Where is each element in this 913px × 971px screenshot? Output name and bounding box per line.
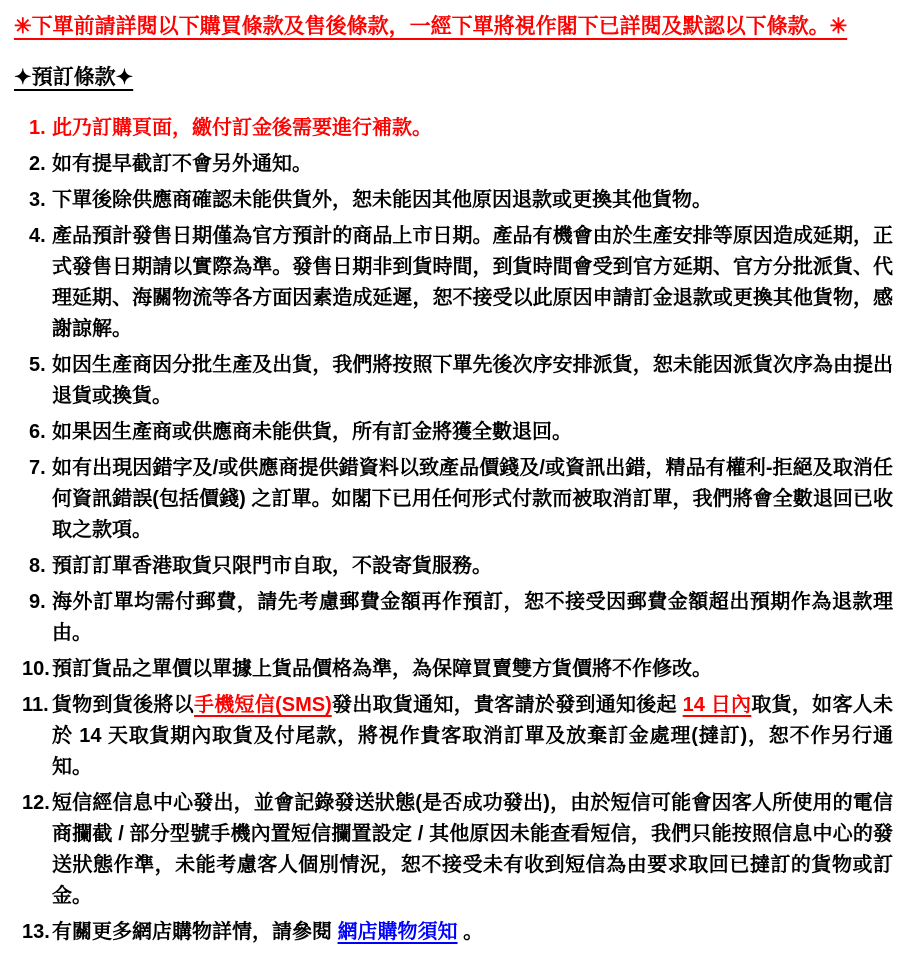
- term-text: [52, 221, 893, 345]
- term-segment: 如有提早截訂不會另外通知。: [52, 153, 312, 175]
- term-item: [14, 417, 893, 448]
- term-item: [14, 185, 893, 216]
- warning-header: ✳下單前請詳閱以下購買條款及售後條款，一經下單將視作閣下已詳閱及默認以下條款。✳: [14, 15, 848, 38]
- term-text: [52, 149, 893, 180]
- term-number: 11.: [22, 694, 49, 716]
- term-item: [14, 917, 893, 948]
- term-number: 2.: [29, 153, 46, 175]
- term-item: [14, 350, 893, 412]
- term-number: 5.: [29, 354, 46, 376]
- term-segment: 發出取貨通知，貴客請於發到通知後起: [331, 694, 683, 716]
- term-number: 3.: [29, 189, 46, 211]
- term-segment: 取貨，如客人未於 14 天取貨期內取貨及付尾款，將視作貴客取消訂單及放棄訂金處理(撻訂)，恕不作另行通知。: [52, 694, 894, 778]
- term-text: [52, 113, 893, 144]
- term-segment: 如因生產商因分批生產及出貨，我們將按照下單先後次序安排派貨，恕未能因派貨次序為由提出退貨或換貨。: [52, 354, 893, 407]
- term-segment: 產品預計發售日期僅為官方預計的商品上市日期。產品有機會由於生產安排等原因造成延期，正式發售日期請以實際為準。發售日期非到貨時間，到貨時間會受到官方延期、官方分批派貨、代理延期、海關物流等各方面因素造成延遲，恕不接受以此原因申請訂金退款或更換其他貨物，感謝諒解。: [52, 225, 893, 340]
- term-text: [52, 350, 893, 412]
- term-text: [52, 551, 893, 582]
- term-segment: 預訂訂單香港取貨只限門市自取，不設寄貨服務。: [52, 555, 492, 577]
- term-text: [52, 917, 893, 948]
- store-shopping-notice-link[interactable]: 網店購物須知: [337, 921, 458, 943]
- term-text: [52, 453, 893, 546]
- term-segment: 如果因生產商或供應商未能供貨，所有訂金將獲全數退回。: [52, 421, 572, 443]
- term-number: 8.: [29, 555, 46, 577]
- term-segment: 。: [457, 921, 484, 943]
- preorder-terms-list: [14, 113, 893, 948]
- term-number: 4.: [29, 225, 46, 247]
- term-item: [14, 149, 893, 180]
- term-item: [14, 788, 893, 912]
- term-segment: 短信經信息中心發出，並會記錄發送狀態(是否成功發出)，由於短信可能會因客人所使用的電信商攔截 / 部分型號手機內置短信攔置設定 / 其他原因未能查看短信，我們只能按照信息中心的發送狀態作準，未能考慮客人個別情況，恕不接受未有收到短信為由要求取回已撻訂的貨物或訂金。: [52, 792, 893, 907]
- term-text: [52, 788, 893, 912]
- term-number: 1.: [29, 117, 46, 139]
- term-item: [14, 551, 893, 582]
- term-number: 13.: [22, 921, 50, 943]
- term-item: [14, 221, 893, 345]
- term-text: [52, 185, 893, 216]
- term-text: [52, 587, 893, 649]
- term-item: [14, 654, 893, 685]
- term-text: [52, 690, 893, 783]
- term-segment: 預訂貨品之單價以單據上貨品價格為準，為保障買賣雙方貨價將不作修改。: [52, 658, 712, 680]
- term-text: [52, 654, 893, 685]
- pickup-deadline-highlight: 14 日內: [682, 694, 752, 716]
- term-segment: 下單後除供應商確認未能供貨外，恕未能因其他原因退款或更換其他貨物。: [52, 189, 712, 211]
- term-text: [52, 417, 893, 448]
- section-title-preorder-terms: ✦預訂條款✦: [14, 66, 134, 89]
- term-item: [14, 453, 893, 546]
- term-number: 9.: [29, 591, 46, 613]
- term-item: [14, 113, 893, 144]
- term-number: 12.: [22, 792, 50, 814]
- term-segment: 如有出現因錯字及/或供應商提供錯資料以致產品價錢及/或資訊出錯，精品有權利-拒絕及取消任何資訊錯誤(包括價錢) 之訂單。如閣下已用任何形式付款而被取消訂單，我們將會全數退回已收取之款項。: [52, 457, 893, 541]
- term-segment: 此乃訂購頁面，繳付訂金後需要進行補款。: [52, 117, 432, 139]
- term-item: [14, 587, 893, 649]
- term-segment: 貨物到貨後將以: [52, 694, 194, 716]
- term-number: 6.: [29, 421, 46, 443]
- term-number: 7.: [29, 457, 46, 479]
- term-item: [14, 690, 893, 783]
- term-segment: 海外訂單均需付郵費，請先考慮郵費金額再作預訂，恕不接受因郵費金額超出預期作為退款理由。: [52, 591, 893, 644]
- sms-highlight: 手機短信(SMS): [193, 694, 332, 716]
- term-number: 10.: [22, 658, 50, 680]
- term-segment: 有關更多網店購物詳情，請參閱: [52, 921, 338, 943]
